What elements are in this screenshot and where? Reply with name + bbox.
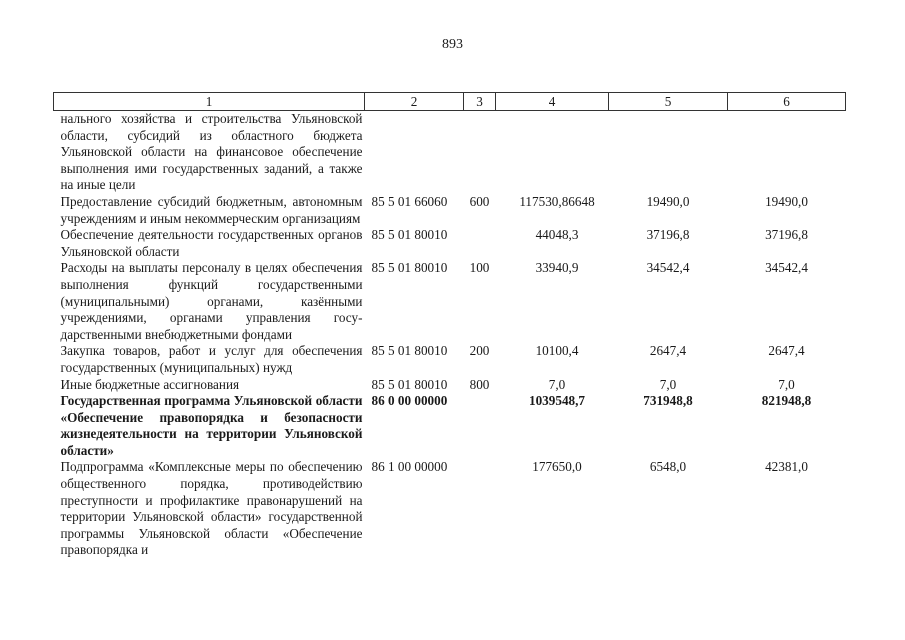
column-header-1: 1	[54, 93, 365, 111]
column-header-2: 2	[365, 93, 464, 111]
table-row-program	[54, 393, 846, 459]
column-header-5: 5	[609, 93, 728, 111]
row-value-6: 7,0	[778, 376, 795, 392]
row-value-5	[609, 111, 728, 194]
row-code: 85 5 01 80010	[371, 343, 448, 359]
column-header-3: 3	[464, 93, 496, 111]
row-expense-type: 800	[469, 376, 490, 392]
row-expense-type	[464, 459, 496, 559]
row-value-4	[496, 111, 609, 194]
row-description: Расходы на выплаты персоналу в целях обеспечения выполнения функций государственными (муниципальными) органами, казёнными учреждениями, органами управления государственными внебюджетными фондами	[60, 260, 363, 342]
row-code	[365, 111, 464, 194]
table-row	[54, 377, 846, 394]
row-value-5: 731948,8	[643, 393, 693, 409]
row-value-5: 19490,0	[646, 193, 690, 209]
row-value-6	[728, 111, 846, 194]
row-description: Предоставление субсидий бюджетным, автономным учреждениям и иным некоммерческим организациям	[60, 193, 363, 226]
row-code: 85 5 01 80010	[371, 260, 448, 276]
row-value-4: 10100,4	[535, 343, 579, 359]
row-code: 85 5 01 80010	[371, 376, 448, 392]
table-row	[54, 227, 846, 260]
row-value-6: 19490,0	[765, 193, 808, 209]
table-row	[54, 260, 846, 343]
row-value-6: 34542,4	[765, 260, 808, 276]
row-value-5: 7,0	[659, 376, 677, 392]
table-row	[54, 111, 846, 194]
table-row	[54, 459, 846, 559]
row-value-5: 6548,0	[649, 459, 687, 475]
row-value-6: 2647,4	[768, 343, 805, 359]
row-description: Обеспечение деятельности государственных органов Ульяновской области	[60, 227, 363, 259]
row-description: Государственная программа Ульяновской области «Обеспечение правопорядка и безопасности жизнедеятельности на территории Ульяновской области»	[60, 393, 363, 458]
row-value-4: 1039548,7	[528, 393, 586, 409]
row-expense-type: 600	[469, 193, 490, 209]
table-row	[54, 343, 846, 376]
row-value-6: 821948,8	[761, 393, 812, 409]
row-value-4: 7,0	[548, 376, 566, 392]
row-value-4: 33940,9	[535, 260, 579, 276]
row-code: 85 5 01 80010	[371, 227, 448, 243]
row-value-4: 177650,0	[532, 459, 582, 475]
budget-table	[53, 92, 846, 559]
row-expense-type: 200	[469, 343, 490, 359]
row-code: 86 0 00 00000	[371, 393, 448, 409]
row-value-6: 42381,0	[765, 459, 808, 475]
row-value-5: 2647,4	[649, 343, 687, 359]
row-value-5: 37196,8	[646, 227, 690, 243]
row-value-5: 34542,4	[646, 260, 690, 276]
column-number-header	[54, 93, 846, 111]
row-description: Закупка товаров, работ и услуг для обеспечения государственных (муниципальных) нужд	[60, 343, 363, 375]
column-header-4: 4	[496, 93, 609, 111]
row-value-6: 37196,8	[765, 227, 808, 243]
row-expense-type	[464, 227, 496, 260]
row-value-4: 44048,3	[535, 227, 579, 243]
row-code: 85 5 01 66060	[371, 193, 448, 209]
row-expense-type	[464, 111, 496, 194]
table-row	[54, 194, 846, 227]
row-code: 86 1 00 00000	[371, 459, 448, 475]
row-description: Подпрограмма «Комплексные меры по обеспечению общественного порядка, противодействию преступности и профилактике правонарушений на территории Ульяновской области» государственной программы Ульяновской области «Обеспечение правопорядка и	[60, 459, 363, 558]
column-header-6: 6	[728, 93, 846, 111]
row-description: Иные бюджетные ассигнования	[60, 376, 240, 392]
page-number: 893	[442, 37, 463, 52]
row-description: нального хозяйства и строительства Ульяновской области, субсидий из областного бюджета Ульяновской области на финансовое обеспечение выполнения ими государственных заданий, а также на иные цели	[60, 111, 363, 193]
row-expense-type	[464, 393, 496, 459]
row-expense-type: 100	[469, 260, 490, 276]
row-value-4: 117530,86648	[519, 193, 595, 209]
